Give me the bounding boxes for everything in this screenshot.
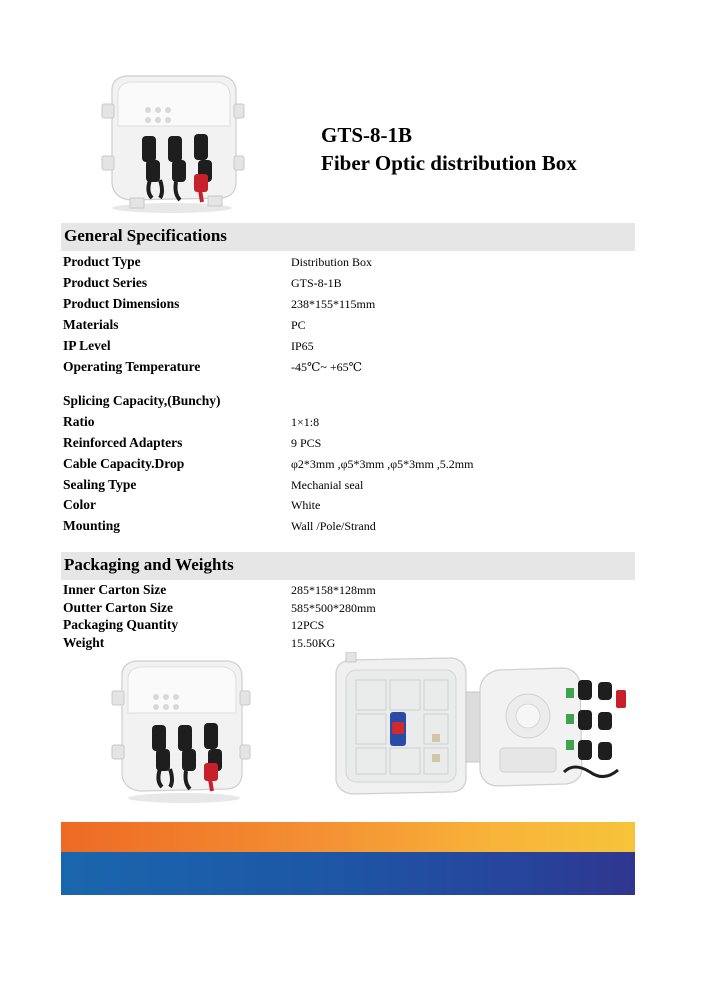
spec-value: PC <box>291 318 306 332</box>
spec-label: Sealing Type <box>63 477 137 492</box>
product-name: Fiber Optic distribution Box <box>321 151 577 175</box>
spec-label: Color <box>63 497 96 512</box>
spec-value: 1×1:8 <box>291 415 320 429</box>
spec-value: White <box>291 498 321 512</box>
pack-value: 285*158*128mm <box>291 583 376 597</box>
section-heading-general: General Specifications <box>64 226 227 245</box>
pack-label: Packaging Quantity <box>63 617 179 632</box>
spec-label: Operating Temperature <box>63 359 201 374</box>
spec-label: Reinforced Adapters <box>63 435 183 450</box>
pack-value: 12PCS <box>291 618 325 632</box>
footer-band-orange <box>61 822 635 852</box>
product-photo-closed-box-2 <box>104 655 256 805</box>
spec-value: -45℃~ +65℃ <box>291 360 363 374</box>
section-heading-packaging: Packaging and Weights <box>64 555 234 574</box>
spec-label: Product Type <box>63 254 141 269</box>
spec-value: GTS-8-1B <box>291 276 342 290</box>
spec-value: Distribution Box <box>291 255 373 269</box>
pack-label: Weight <box>63 635 105 650</box>
spec-label: Ratio <box>63 414 95 429</box>
footer-band-blue <box>61 852 635 895</box>
spec-label: Materials <box>63 317 119 332</box>
pack-value: 15.50KG <box>291 636 336 650</box>
spec-value: 9 PCS <box>291 436 322 450</box>
spec-value: Mechanial seal <box>291 478 364 492</box>
spec-value: 238*155*115mm <box>291 297 376 311</box>
spec-label: Product Series <box>63 275 148 290</box>
product-photo-open-box <box>328 652 630 800</box>
pack-label: Inner Carton Size <box>63 582 167 597</box>
product-photo-closed-box <box>90 70 250 215</box>
spec-value: Wall /Pole/Strand <box>291 519 376 533</box>
spec-label: Product Dimensions <box>63 296 180 311</box>
spec-label: Cable Capacity.Drop <box>63 456 185 471</box>
section-bar-general <box>61 223 635 251</box>
spec-subheading: Splicing Capacity,(Bunchy) <box>63 393 221 408</box>
pack-label: Outter Carton Size <box>63 600 173 615</box>
spec-label: IP Level <box>63 338 111 353</box>
section-bar-packaging <box>61 552 635 580</box>
product-model: GTS-8-1B <box>321 123 413 147</box>
spec-value: φ2*3mm ,φ5*3mm ,φ5*3mm ,5.2mm <box>291 457 474 471</box>
pack-value: 585*500*280mm <box>291 601 376 615</box>
spec-label: Mounting <box>63 518 121 533</box>
spec-value: IP65 <box>291 339 314 353</box>
